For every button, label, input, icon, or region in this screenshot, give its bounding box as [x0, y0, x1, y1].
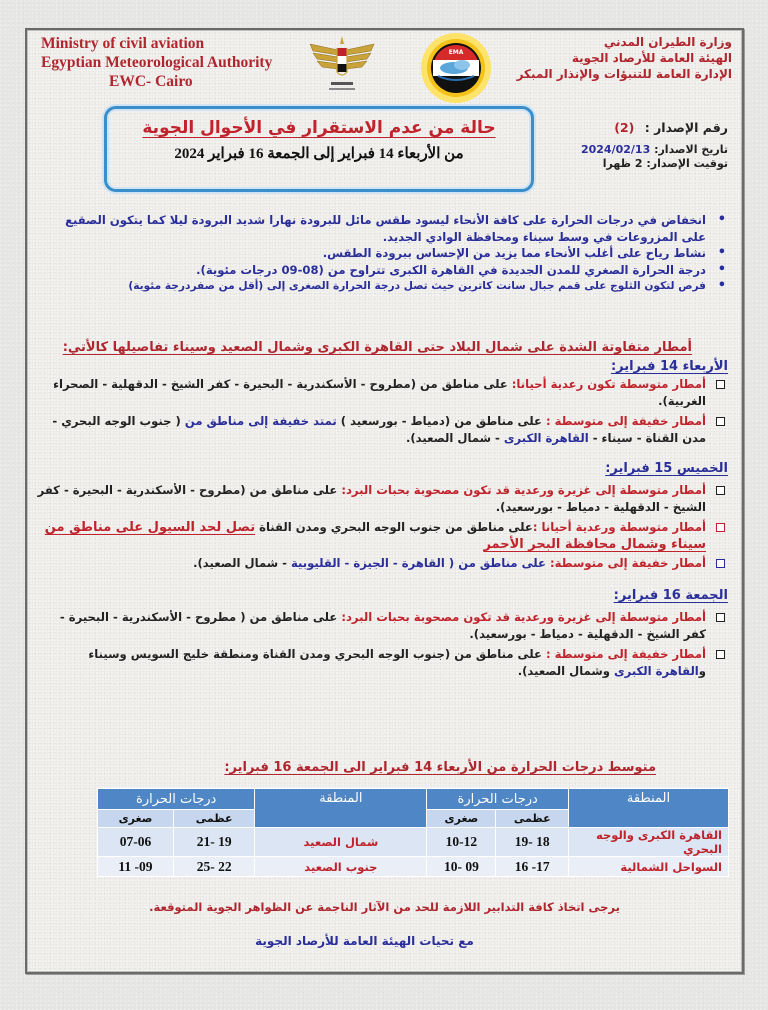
day-heading-thursday: الخميس 15 فبراير:	[605, 461, 728, 476]
rain-section	[37, 340, 728, 680]
col-max-a: عظمى	[496, 810, 569, 828]
bullet-item: • فرص لتكون الثلوج على قمم جبال سانت كاترين حيث تصل درجة الحرارة الصغرى إلى (أقل من صفردرجة مئوية)	[37, 278, 728, 295]
title-box	[104, 106, 534, 192]
advice-text: يرجى اتخاذ كافة التدابير اللازمة للحد من الآثار الناجمة عن الظواهر الجوية المتوقعة.	[149, 900, 620, 914]
bullet-item: • انخفاض في درجات الحرارة على كافة الأنحاء ليسود طقس مائل للبرودة نهارا شديد البرودة ليلا كما يتكون الصقيع على المزروعات في وسط سيناء ومحافظة الوادي الجديد.	[37, 212, 728, 245]
issue-number-value: (2)	[614, 120, 635, 135]
issue-time: توقيت الإصدار: 2 ظهرا	[602, 157, 728, 170]
summary-bullets	[37, 212, 728, 295]
signature-text: مع تحيات الهيئة العامة للأرصاد الجوية	[255, 934, 474, 948]
arabic-header	[502, 34, 732, 82]
checkbox-square-icon	[716, 559, 725, 568]
day-items-friday	[37, 609, 728, 680]
rain-item: أمطار خفيفة إلى متوسطة : على مناطق من (جنوب الوجه البحري ومدن القناة ومنطقة خليج السويس وسيناء والقاهرة الكبرى وشمال الصعيد).	[37, 646, 728, 680]
issue-info	[533, 120, 728, 171]
day-heading-friday: الجمعة 16 فبراير:	[613, 588, 728, 603]
flood-warning-text: تصل لحد السيول على مناطق من سيناء وشمال محافظة البحر الأحمر	[44, 520, 706, 552]
rain-item: أمطار متوسطة تكون رعدية أحيانا: على مناطق من (مطروح - الأسكندرية - البحيرة - كفر الشيخ - الدقهلية - الصحراء الغربية).	[37, 376, 728, 410]
department-name-ar: الإدارة العامة للتنبؤات والإنذار المبكر	[516, 67, 732, 81]
col-region-a: المنطقة	[569, 789, 729, 828]
english-header	[41, 34, 311, 91]
ema-logo-icon	[420, 32, 492, 104]
issue-number: رقم الإصدار : (2)	[614, 120, 728, 135]
table-row: القاهرة الكبرى والوجه البحري 19- 18 10-12 شمال الصعيد 21- 19 07-06	[98, 828, 729, 857]
day-heading-wednesday: الأربعاء 14 فبراير:	[610, 359, 728, 374]
rain-item: أمطار متوسطة إلى غزيرة ورعدية قد تكون مصحوبة بحبات البرد: على مناطق من ( مطروح - الأسكندرية - البحيرة - كفر الشيخ - الدقهلية - دمياط - بورسعيد).	[37, 609, 728, 643]
authority-name-en: Egyptian Meteorological Authority	[41, 54, 273, 71]
rain-section-heading: أمطار متفاوتة الشدة على شمال البلاد حتى القاهرة الكبرى وشمال الصعيد وسيناء تفاصيلها كالأتي:	[62, 340, 692, 355]
authority-name-ar: الهيئة العامة للأرصاد الجوية	[571, 51, 732, 65]
checkbox-square-icon	[716, 380, 725, 389]
col-min-b: صغرى	[98, 810, 174, 828]
rain-item: أمطار متوسطة إلى غزيرة ورعدية قد تكون مصحوبة بحبات البرد: على مناطق من (مطروح - الأسكندرية - البحيرة - كفر الشيخ - الدقهلية - دمياط - بورسعيد).	[37, 482, 728, 516]
temperature-table	[97, 788, 729, 877]
bullet-item: • درجة الحرارة الصغري للمدن الجديدة في القاهرة الكبرى تتراوح من (08-09 درجات مئوية).	[37, 262, 728, 279]
bullet-item: • نشاط رياح على أغلب الأنحاء مما يزيد من الإحساس ببرودة الطقس.	[37, 245, 728, 262]
day-items-wednesday	[37, 376, 728, 447]
checkbox-square-icon	[716, 486, 725, 495]
bulletin-document	[25, 28, 744, 974]
ministry-name-en: Ministry of civil aviation	[41, 35, 205, 52]
rain-item: أمطار خفيفة إلى متوسطة : على مناطق من (دمياط - بورسعيد ) تمتد خفيفة إلى مناطق من ( جنوب الوجه البحري - مدن القناة - سيناء - القاهرة الكبرى - شمال الصعيد).	[37, 413, 728, 447]
bulletin-period: من الأربعاء 14 فبراير إلى الجمعة 16 فبراير 2024	[174, 146, 464, 162]
table-row: السواحل الشمالية 16 -17 10- 09 جنوب الصعيد 25- 22 11 -09	[98, 857, 729, 877]
checkbox-square-icon	[716, 613, 725, 622]
bulletin-title: حالة من عدم الاستقرار في الأحوال الجوية	[142, 118, 496, 138]
checkbox-square-icon	[716, 650, 725, 659]
center-name-en: EWC- Cairo	[109, 73, 193, 90]
rain-item: أمطار متوسطة ورعدية أحيانا :على مناطق من جنوب الوجه البحري ومدن القناة تصل لحد السيول على مناطق من سيناء وشمال محافظة البحر الأحمر	[37, 519, 728, 553]
day-items-thursday	[37, 482, 728, 572]
col-temps-b: درجات الحرارة	[98, 789, 255, 810]
svg-text:EMA: EMA	[448, 49, 464, 56]
col-max-b: عظمى	[173, 810, 254, 828]
col-region-b: المنطقة	[255, 789, 427, 828]
ministry-name-ar: وزارة الطيران المدني	[603, 35, 732, 49]
checkbox-square-icon	[716, 523, 725, 532]
issue-date-value: 2024/02/13	[580, 143, 651, 156]
checkbox-square-icon	[716, 417, 725, 426]
issue-date: تاريخ الاصدار: 2024/02/13	[580, 143, 728, 156]
issue-time-value: 2 ظهرا	[602, 157, 643, 170]
col-min-a: صغرى	[427, 810, 496, 828]
temperature-heading: متوسط درجات الحرارة من الأربعاء 14 فبراير الى الجمعة 16 فبراير:	[224, 760, 656, 775]
rain-item: أمطار خفيفة إلى متوسطة: على مناطق من ( القاهرة - الجيزة - القليوبية - شمال الصعيد).	[37, 555, 728, 572]
aviation-logo-icon	[307, 34, 377, 98]
col-temps-a: درجات الحرارة	[427, 789, 569, 810]
